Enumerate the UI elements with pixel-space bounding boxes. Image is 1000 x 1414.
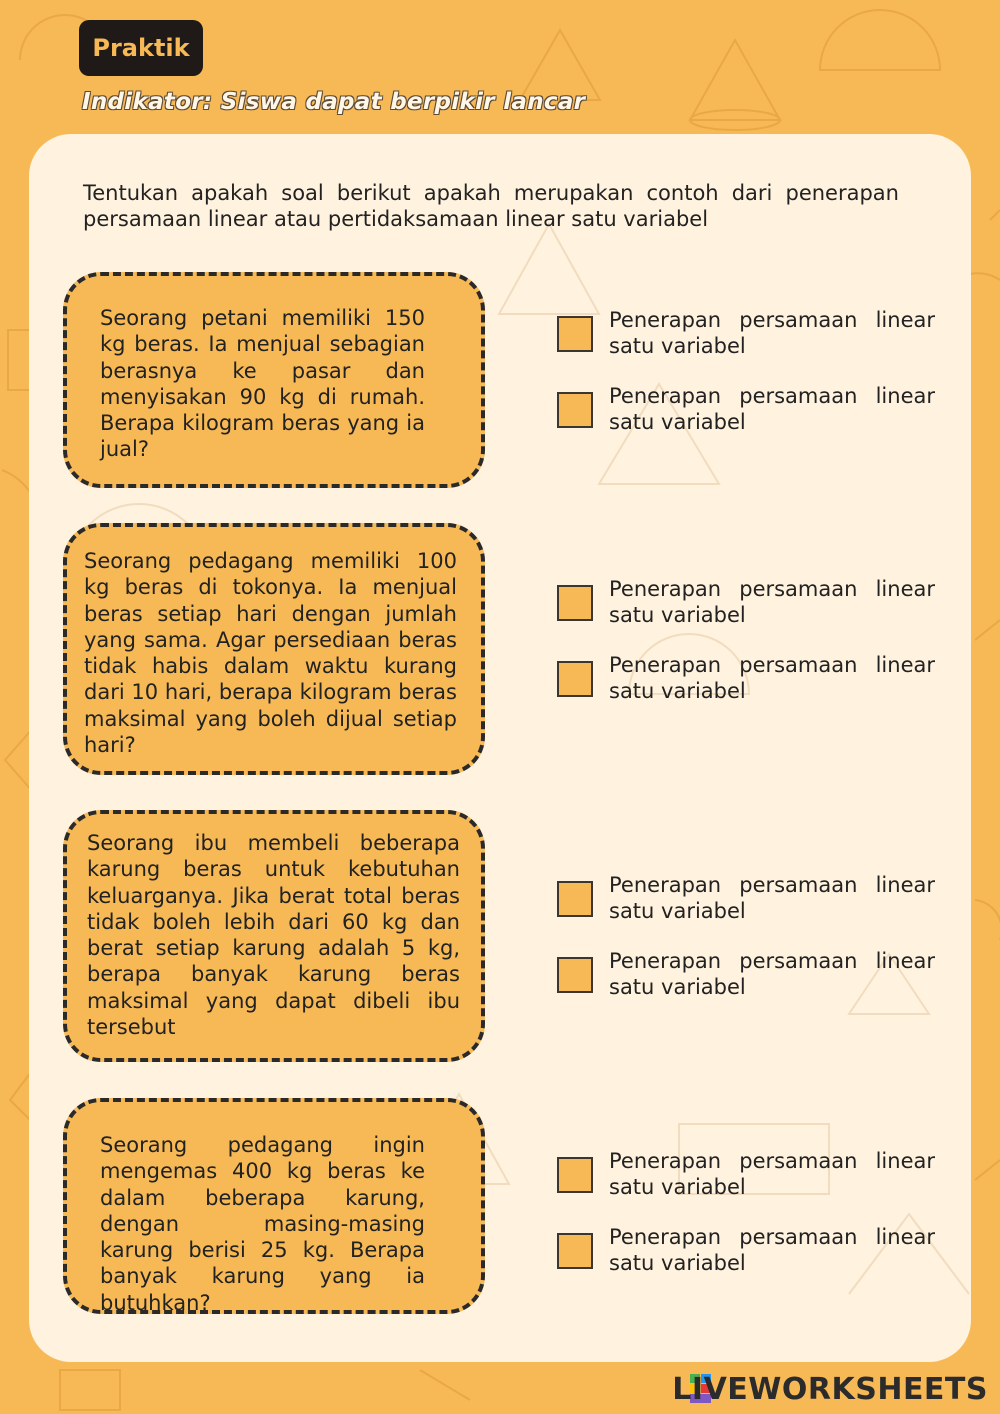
answer-option[interactable] (557, 384, 935, 448)
answer-checkbox[interactable] (557, 585, 593, 621)
question-text: Seorang pedagang memiliki 100 kg beras di tokonya. Ia menjual beras setiap hari dengan jumlah yang sama. Agar persediaan beras tidak habis dalam waktu kurang dari 10 hari, berapa kilogram beras maksimal yang boleh dijual setiap hari? (84, 549, 457, 758)
answer-checkbox[interactable] (557, 316, 593, 352)
answer-option[interactable] (557, 1225, 935, 1289)
instruction-text: Tentukan apakah soal berikut apakah merupakan contoh dari penerapan persamaan linear atau pertidaksamaan linear satu variabel (83, 181, 899, 231)
question-text: Seorang pedagang ingin mengemas 400 kg beras ke dalam beberapa karung, dengan masing-masing karung berisi 25 kg. Berapa banyak karung yang ia butuhkan? (100, 1133, 425, 1315)
answer-checkbox[interactable] (557, 1233, 593, 1269)
question-text: Seorang ibu membeli beberapa karung beras untuk kebutuhan keluarganya. Jika berat total beras tidak boleh lebih dari 60 kg dan berat setiap karung adalah 5 kg, berapa banyak karung beras maksimal yang dapat dibeli ibu tersebut (87, 831, 460, 1040)
liveworksheets-brand[interactable]: LIVEWORKSHEETS (672, 1372, 988, 1407)
answer-option-label: Penerapan persamaan linear satu variabel (609, 308, 935, 358)
answer-option-label: Penerapan persamaan linear satu variabel (609, 873, 935, 923)
praktik-badge: Praktik (79, 20, 203, 76)
answer-option-label: Penerapan persamaan linear satu variabel (609, 1225, 935, 1275)
answer-option[interactable] (557, 949, 935, 1013)
answer-option-label: Penerapan persamaan linear satu variabel (609, 384, 935, 434)
answer-option-label: Penerapan persamaan linear satu variabel (609, 653, 935, 703)
answer-option-label: Penerapan persamaan linear satu variabel (609, 1149, 935, 1199)
answer-option[interactable] (557, 577, 935, 641)
answer-checkbox[interactable] (557, 881, 593, 917)
answer-checkbox[interactable] (557, 392, 593, 428)
answer-checkbox[interactable] (557, 661, 593, 697)
indicator-subtitle: Indikator: Siswa dapat berpikir lancar (82, 89, 586, 115)
question-text: Seorang petani memiliki 150 kg beras. Ia menjual sebagian berasnya ke pasar dan menyisakan 90 kg di rumah. Berapa kilogram beras yang ia jual? (100, 306, 425, 462)
answer-option-label: Penerapan persamaan linear satu variabel (609, 949, 935, 999)
answer-option[interactable] (557, 873, 935, 937)
answer-option-label: Penerapan persamaan linear satu variabel (609, 577, 935, 627)
answer-option[interactable] (557, 653, 935, 717)
answer-checkbox[interactable] (557, 1157, 593, 1193)
answer-option[interactable] (557, 308, 935, 372)
answer-option[interactable] (557, 1149, 935, 1213)
answer-checkbox[interactable] (557, 957, 593, 993)
